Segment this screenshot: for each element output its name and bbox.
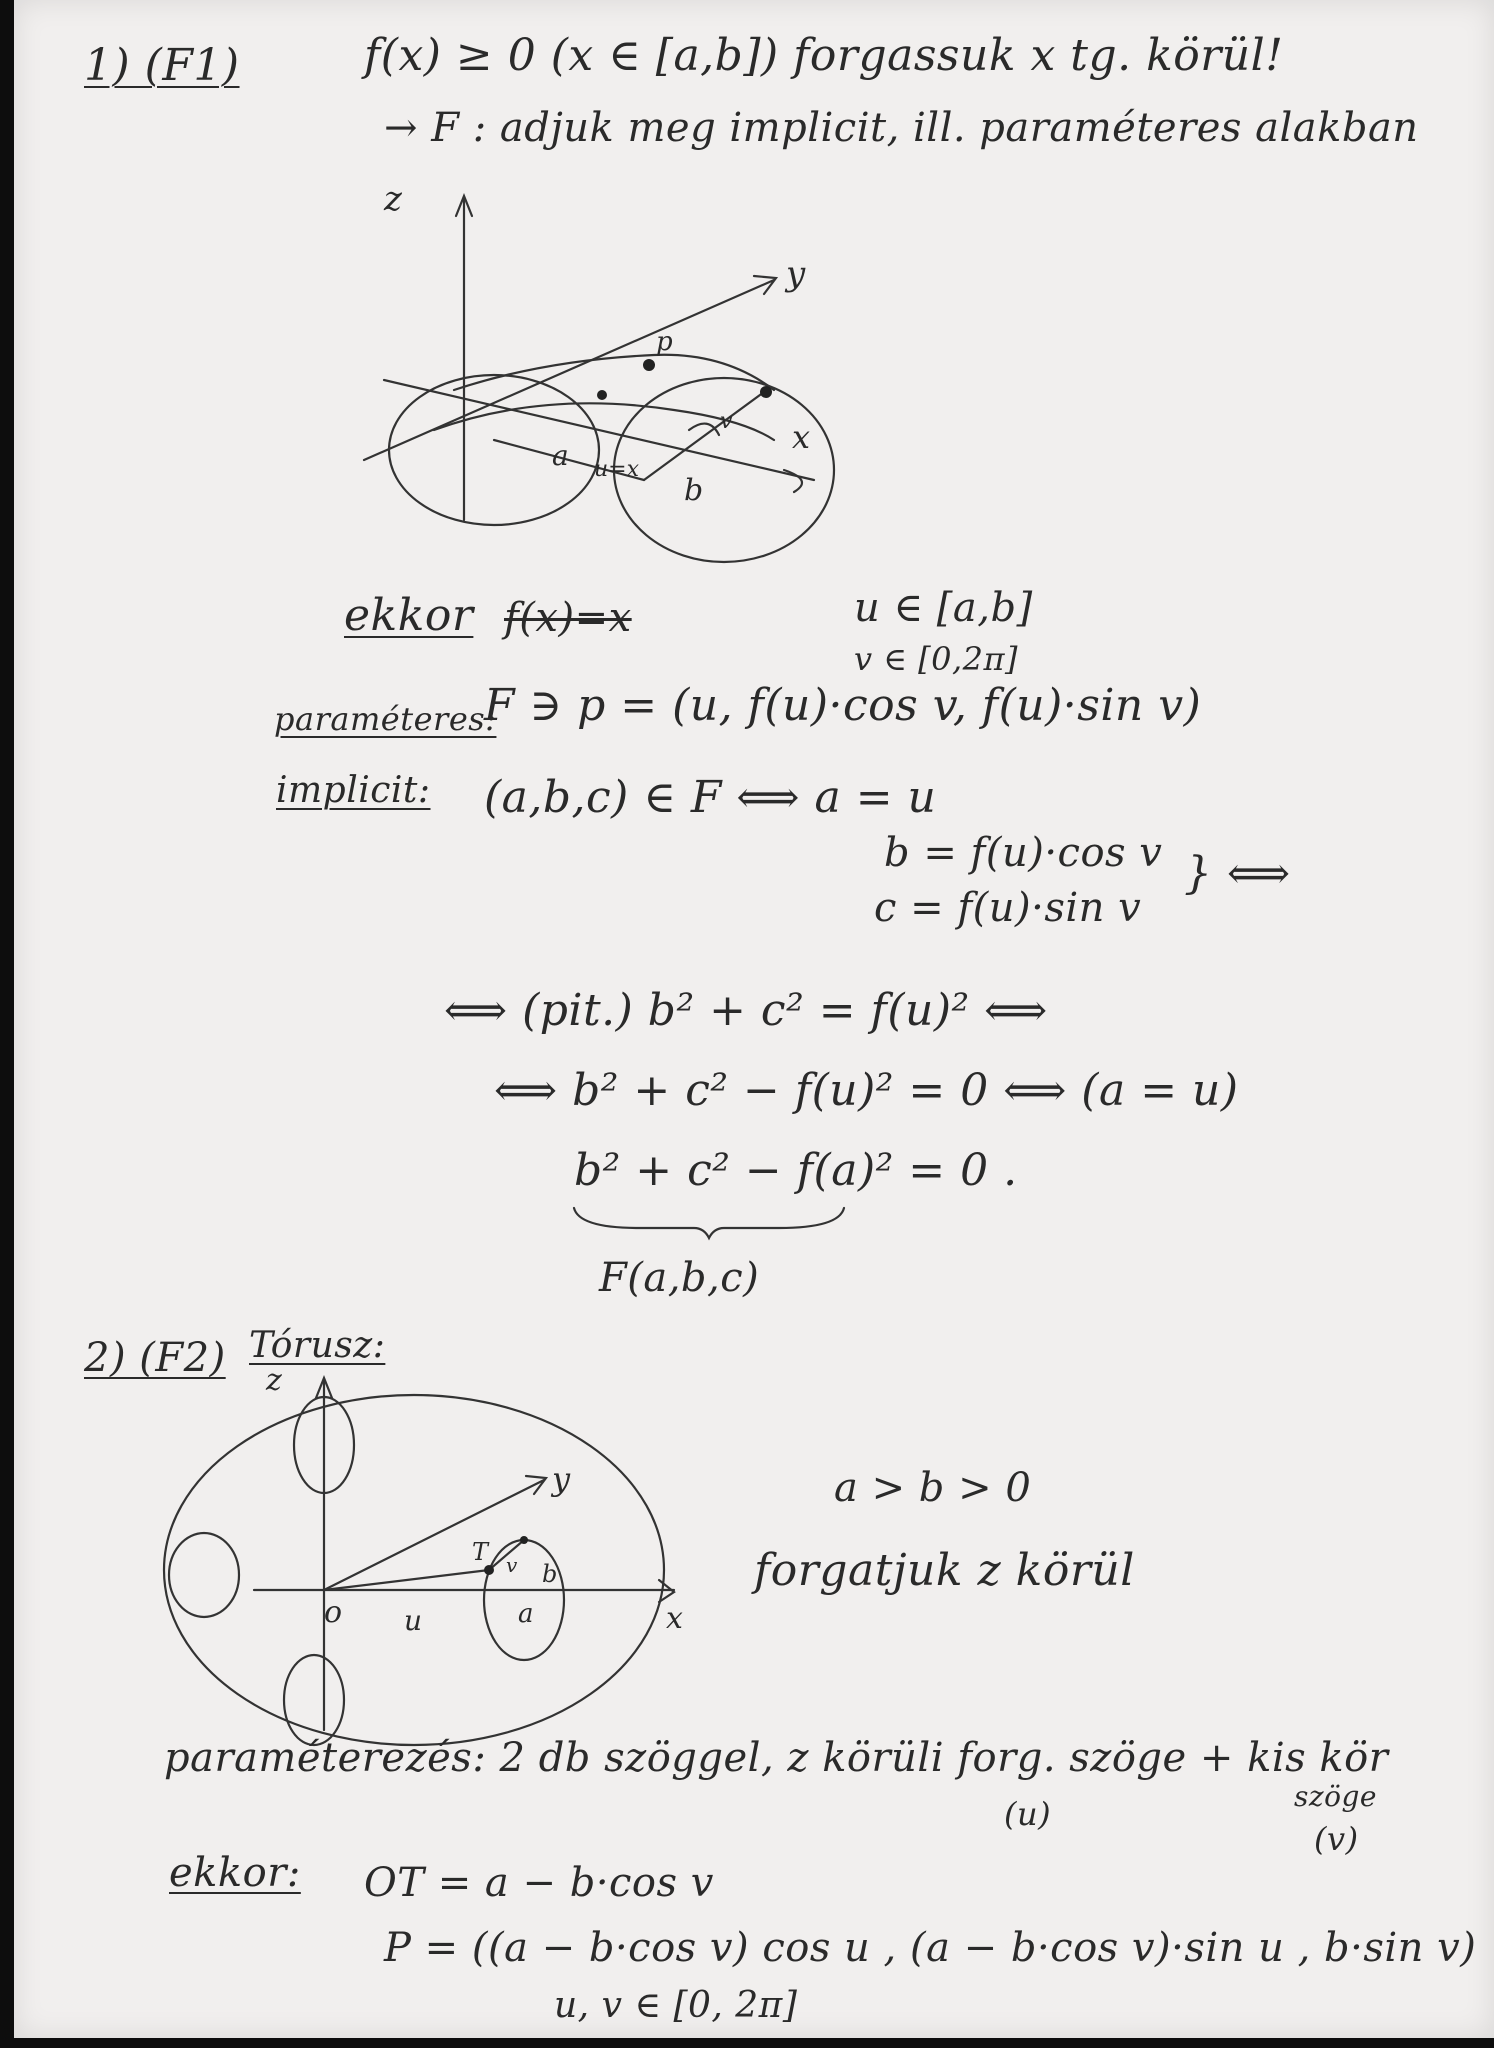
fig1-v-label: v [720,409,733,434]
fig1-x-label: x [792,418,811,456]
point-p [643,359,655,371]
fig2-x-label: x [666,1601,683,1636]
system-equivalence: } ⟺ [1184,848,1291,899]
torus-small-left [169,1533,239,1617]
radius-to-point [644,392,764,480]
fig2-z-label: z [266,1363,282,1398]
section2-label: 2) (F2) [84,1335,226,1381]
point-p-torus [520,1536,528,1544]
fig2-o-label: o [324,1595,343,1630]
fig1-a-label: a [552,439,569,472]
torus-figure [154,1360,694,1740]
angle-u-note: (u) [1004,1795,1052,1833]
torus-parametric-equation: P = ((a − b·cos v) cos u , (a − b·cos v)·sin u , b·sin v) [384,1925,1477,1971]
handwritten-page [14,0,1494,2038]
rotation-surface-figure [344,180,864,560]
section1-task: → F : adjuk meg implicit, ill. paraméteres alakban [384,105,1419,151]
ot-segment [324,1570,489,1590]
point-mid [597,390,607,400]
param-description: paraméterezés: 2 db szöggel, z körüli forg. szöge + kis kör [164,1735,1389,1781]
fig2-a-label: a [518,1599,534,1629]
ekkor-label: ekkor [344,590,474,641]
torus-condition: a > b > 0 [834,1465,1032,1511]
fig2-t-label: T [472,1538,489,1566]
angle-v-note: (v) [1314,1820,1359,1858]
range-v: v ∈ [0,2π] [854,640,1018,678]
section2-title: Tórusz: [249,1325,386,1366]
range-u: u ∈ [a,b] [854,585,1033,631]
ot-equation: OT = a − b·cos v [364,1860,714,1906]
point-end [760,386,772,398]
equation-pythagoras: ⟺ (pit.) b² + c² = f(u)² ⟺ [444,985,1048,1036]
implicit-label: implicit: [276,770,431,811]
torus-range: u, v ∈ [0, 2π] [554,1985,798,2026]
point-t [484,1565,494,1575]
parametric-equation: F ∋ p = (u, f(u)·cos v, f(u)·sin v) [484,680,1202,731]
function-name: F(a,b,c) [599,1255,760,1301]
angle-arc [689,424,719,435]
system-c: c = f(u)·sin v [874,885,1142,931]
torus-rotate: forgatjuk z körül [754,1545,1135,1596]
parametric-label: paraméteres: [274,700,497,738]
fig2-y-label: y [552,1460,571,1498]
struck-expression: f(x)=x [504,595,632,641]
section1-label: 1) (F1) [84,40,240,91]
fig1-b-label: b [684,473,704,508]
fig2-v-label: v [506,1553,518,1577]
equation-final: b² + c² − f(a)² = 0 . [574,1145,1018,1196]
system-b: b = f(u)·cos v [884,830,1163,876]
ekkor-label-2: ekkor: [169,1850,301,1896]
implicit-equation: (a,b,c) ∈ F ⟺ a = u [484,772,937,823]
fig1-z-label: z [384,179,402,219]
fig1-ux-label: u=x [594,457,640,482]
fig2-u-label: u [404,1604,423,1637]
equation-zero: ⟺ b² + c² − f(u)² = 0 ⟺ (a = u) [494,1065,1239,1116]
underbrace [569,1200,849,1240]
angle-szoge-note: szöge [1294,1780,1377,1813]
fig1-y-label: y [786,254,806,294]
section1-statement: f(x) ≥ 0 (x ∈ [a,b]) forgassuk x tg. körül! [364,30,1284,81]
fig1-p-label: p [656,327,673,357]
fig2-b-label: b [542,1560,558,1588]
y-axis [364,280,774,460]
profile-curve [454,355,774,390]
